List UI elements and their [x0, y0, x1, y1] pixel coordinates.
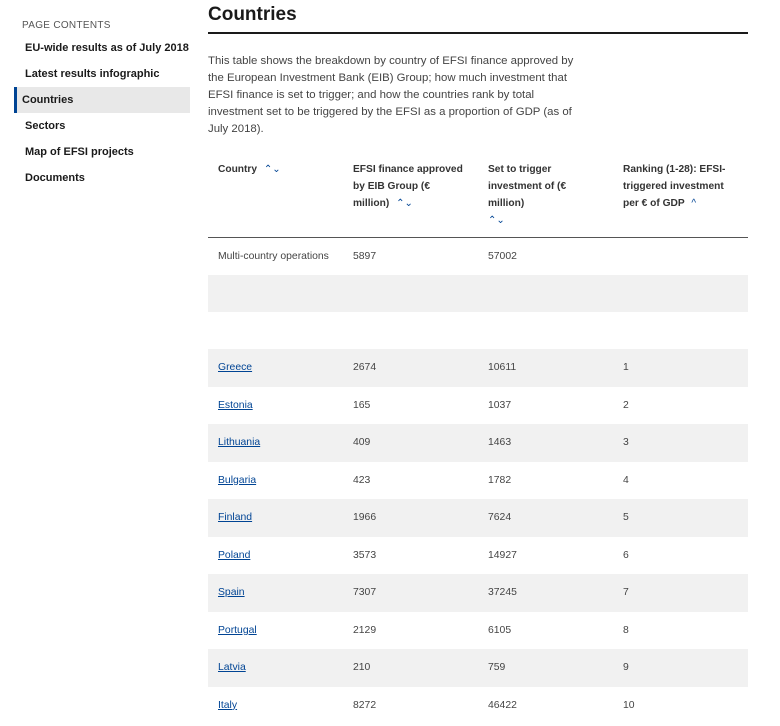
header-efsi-finance-label: EFSI finance approved by EIB Group (€ million)	[353, 164, 463, 209]
header-ranking[interactable]	[613, 155, 748, 238]
cell-trigger: 1782	[488, 474, 512, 486]
cell-trigger: 1463	[478, 424, 613, 462]
table-row	[208, 649, 748, 687]
header-trigger-investment[interactable]	[478, 155, 613, 238]
cell-rank: 2	[623, 399, 629, 411]
table-row	[208, 537, 748, 575]
cell-efsi: 7307	[343, 574, 478, 612]
country-link-estonia[interactable]: Estonia	[218, 399, 253, 411]
header-ranking-label: Ranking (1-28): EFSI-triggered investment per € of GDP	[623, 164, 726, 209]
country-link-finland[interactable]: Finland	[218, 512, 253, 524]
cell-efsi: 1966	[343, 499, 478, 537]
sort-both-icon[interactable]: ⌃⌄	[488, 215, 505, 226]
table-row	[208, 574, 748, 612]
cell-rank: 3	[613, 424, 748, 462]
country-link-bulgaria[interactable]: Bulgaria	[218, 474, 257, 486]
cell-efsi: 423	[353, 474, 371, 486]
sidebar-item-latest-infographic[interactable]: Latest results infographic	[25, 68, 160, 80]
cell-efsi: 3573	[353, 549, 377, 561]
table-row	[208, 349, 748, 387]
table-row	[208, 612, 748, 650]
table-row-empty	[208, 275, 748, 312]
country-link-greece[interactable]: Greece	[218, 362, 253, 374]
countries-table	[208, 155, 748, 724]
table-row-multi-country	[208, 238, 748, 276]
cell-rank: 9	[613, 649, 748, 687]
country-link-spain[interactable]: Spain	[218, 587, 245, 599]
cell-rank: 7	[613, 574, 748, 612]
main-content	[208, 0, 748, 724]
sidebar-item-countries[interactable]: Countries	[14, 87, 190, 113]
table-row	[208, 462, 748, 500]
page-contents-nav	[14, 16, 190, 191]
sort-both-icon[interactable]: ⌃⌄	[263, 164, 281, 175]
country-link-lithuania[interactable]: Lithuania	[218, 437, 261, 449]
cell-rank: 4	[623, 474, 629, 486]
table-row	[208, 387, 748, 425]
sidebar-item-documents[interactable]: Documents	[25, 172, 85, 184]
cell-efsi: 409	[343, 424, 478, 462]
intro-paragraph: This table shows the breakdown by country of EFSI finance approved by the European Investment Bank (EIB) Group; how much investment that EFSI finance is set to trigger; and how the countries rank by total investment set to be triggered by the EFSI as a proportion of GDP (as of July 2018).	[208, 55, 574, 135]
table-header-row	[208, 155, 748, 238]
table-row	[208, 424, 748, 462]
cell-efsi: 2674	[343, 349, 478, 387]
sidebar-item-map[interactable]: Map of EFSI projects	[25, 146, 134, 158]
header-efsi-finance[interactable]	[343, 155, 478, 238]
sidebar-item-sectors[interactable]: Sectors	[25, 120, 66, 132]
header-trigger-label: Set to trigger investment of (€ million)	[488, 164, 567, 209]
cell-rank: 6	[623, 549, 629, 561]
cell-efsi: 5897	[353, 251, 377, 262]
cell-trigger: 7624	[478, 499, 613, 537]
country-link-portugal[interactable]: Portugal	[218, 624, 257, 636]
cell-trigger: 759	[478, 649, 613, 687]
cell-rank	[613, 238, 748, 276]
cell-trigger: 1037	[488, 399, 512, 411]
sort-both-icon[interactable]: ⌃⌄	[396, 198, 413, 209]
table-row	[208, 687, 748, 725]
header-country[interactable]	[208, 155, 343, 238]
table-row-empty	[208, 312, 748, 349]
cell-trigger: 6105	[488, 624, 512, 636]
cell-trigger: 10611	[478, 349, 613, 387]
country-link-poland[interactable]: Poland	[218, 549, 251, 561]
cell-trigger: 37245	[478, 574, 613, 612]
page-title: Countries	[208, 4, 748, 34]
country-link-latvia[interactable]: Latvia	[218, 662, 246, 674]
cell-rank: 8	[623, 624, 629, 636]
cell-efsi: 2129	[353, 624, 377, 636]
cell-efsi: 210	[343, 649, 478, 687]
table-row	[208, 499, 748, 537]
sidebar-item-eu-wide-results[interactable]: EU-wide results as of July 2018	[25, 42, 189, 54]
sort-ascending-icon[interactable]: ^	[691, 198, 697, 209]
cell-efsi: 8272	[353, 699, 377, 711]
cell-trigger: 14927	[488, 549, 517, 561]
header-country-label: Country	[218, 164, 258, 175]
cell-rank: 5	[613, 499, 748, 537]
cell-country: Multi-country operations	[218, 251, 329, 262]
page-contents-heading: PAGE CONTENTS	[22, 20, 111, 31]
cell-rank: 10	[623, 699, 635, 711]
cell-trigger: 46422	[488, 699, 517, 711]
country-link-italy[interactable]: Italy	[218, 699, 238, 711]
cell-rank: 1	[613, 349, 748, 387]
cell-trigger: 57002	[488, 251, 517, 262]
cell-efsi: 165	[353, 399, 371, 411]
